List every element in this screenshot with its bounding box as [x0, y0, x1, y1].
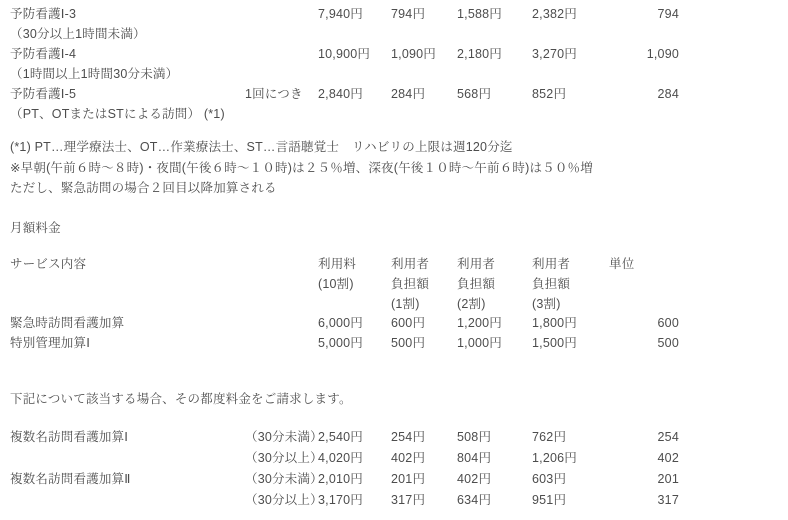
burden-10pct: 1,090円 [391, 47, 436, 61]
price-10: 10,900円 [318, 47, 371, 61]
burden-30pct: 2,382円 [532, 7, 577, 21]
unit-points: 794 [657, 7, 679, 21]
footnote-text: ※早朝(午前６時～８時)・夜間(午後６時～１０時)は２５％増、深夜(午後１０時～午前６時)は５０％増 [10, 161, 593, 175]
per-visit-label: 1回につき [245, 87, 303, 101]
col-header-b3: 利用者 [532, 257, 571, 271]
footnote-surcharge [0, 158, 788, 178]
fee-row [0, 469, 788, 489]
col-header-b3: (3割) [532, 297, 561, 311]
price-10: 5,000円 [318, 336, 363, 350]
burden-10pct: 254円 [391, 430, 426, 444]
fee-row [0, 490, 788, 510]
intro-text: 下記について該当する場合、その都度料金をご請求します。 [10, 392, 352, 406]
col-header-b1: (1割) [391, 297, 420, 311]
col-header-b1: 利用者 [391, 257, 430, 271]
burden-10pct: 201円 [391, 472, 426, 486]
price-10: 7,940円 [318, 7, 363, 21]
burden-10pct: 500円 [391, 336, 426, 350]
unit-points: 201 [657, 472, 679, 486]
burden-30pct: 1,800円 [532, 316, 577, 330]
burden-10pct: 402円 [391, 451, 426, 465]
col-header-b2: 負担額 [457, 277, 496, 291]
service-name: 複数名訪問看護加算Ⅱ [10, 472, 131, 486]
col-header-fee: (10割) [318, 277, 354, 291]
service-duration: （PT、OTまたはSTによる訪問） (*1) [10, 107, 225, 121]
section-title: 月額料金 [10, 221, 61, 235]
burden-20pct: 1,000円 [457, 336, 502, 350]
burden-30pct: 951円 [532, 493, 567, 507]
burden-30pct: 762円 [532, 430, 567, 444]
monthly-header-line3 [0, 294, 788, 314]
duration-label: （30分未満） [245, 430, 323, 444]
burden-20pct: 402円 [457, 472, 492, 486]
fee-row-sublabel [0, 64, 788, 84]
monthly-section-title [0, 218, 788, 238]
price-10: 2,010円 [318, 472, 363, 486]
burden-20pct: 508円 [457, 430, 492, 444]
footnote-text: (*1) PT…理学療法士、OT…作業療法士、ST…言語聴覚士 リハビリの上限は週120分迄 [10, 140, 513, 154]
price-10: 2,840円 [318, 87, 363, 101]
service-name: 緊急時訪問看護加算 [10, 316, 125, 330]
burden-20pct: 1,588円 [457, 7, 502, 21]
burden-20pct: 568円 [457, 87, 492, 101]
col-header-b2: (2割) [457, 297, 486, 311]
fee-row-sublabel [0, 24, 788, 44]
unit-points: 1,090 [646, 47, 679, 61]
price-10: 6,000円 [318, 316, 363, 330]
unit-points: 600 [657, 316, 679, 330]
per-use-intro [0, 389, 788, 409]
fee-row [0, 44, 788, 64]
burden-20pct: 2,180円 [457, 47, 502, 61]
unit-points: 254 [657, 430, 679, 444]
col-header-fee: 利用料 [318, 257, 357, 271]
service-name: 複数名訪問看護加算Ⅰ [10, 430, 129, 444]
burden-30pct: 603円 [532, 472, 567, 486]
burden-10pct: 284円 [391, 87, 426, 101]
duration-label: （30分以上） [245, 451, 323, 465]
unit-points: 402 [657, 451, 679, 465]
col-header-b2: 利用者 [457, 257, 496, 271]
col-header-service: サービス内容 [10, 257, 87, 271]
service-duration: （30分以上1時間未満） [10, 27, 146, 41]
price-10: 3,170円 [318, 493, 363, 507]
fee-row [0, 313, 788, 333]
burden-10pct: 794円 [391, 7, 426, 21]
burden-20pct: 1,200円 [457, 316, 502, 330]
footnote-therapist [0, 137, 788, 157]
service-name: 予防看護Ⅰ-3 [10, 7, 77, 21]
burden-30pct: 3,270円 [532, 47, 577, 61]
footnote-emergency [0, 178, 788, 198]
service-duration: （1時間以上1時間30分未満） [10, 67, 179, 81]
unit-points: 500 [657, 336, 679, 350]
burden-20pct: 804円 [457, 451, 492, 465]
service-name: 予防看護Ⅰ-4 [10, 47, 77, 61]
col-header-units: 単位 [609, 257, 635, 271]
col-header-b1: 負担額 [391, 277, 430, 291]
col-header-b3: 負担額 [532, 277, 571, 291]
burden-10pct: 317円 [391, 493, 426, 507]
service-name: 予防看護Ⅰ-5 [10, 87, 77, 101]
fee-row [0, 84, 788, 104]
monthly-header-line2 [0, 274, 788, 294]
fee-row [0, 448, 788, 468]
price-10: 4,020円 [318, 451, 363, 465]
footnote-text: ただし、緊急訪問の場合２回目以降加算される [10, 181, 277, 195]
monthly-header-line1 [0, 254, 788, 274]
duration-label: （30分以上） [245, 493, 323, 507]
unit-points: 317 [657, 493, 679, 507]
fee-row [0, 427, 788, 447]
service-name: 特別管理加算Ⅰ [10, 336, 91, 350]
burden-30pct: 1,206円 [532, 451, 577, 465]
fee-row [0, 333, 788, 353]
burden-30pct: 852円 [532, 87, 567, 101]
burden-20pct: 634円 [457, 493, 492, 507]
fee-row [0, 4, 788, 24]
price-10: 2,540円 [318, 430, 363, 444]
burden-30pct: 1,500円 [532, 336, 577, 350]
fee-row-sublabel [0, 104, 788, 124]
unit-points: 284 [657, 87, 679, 101]
duration-label: （30分未満） [245, 472, 323, 486]
burden-10pct: 600円 [391, 316, 426, 330]
